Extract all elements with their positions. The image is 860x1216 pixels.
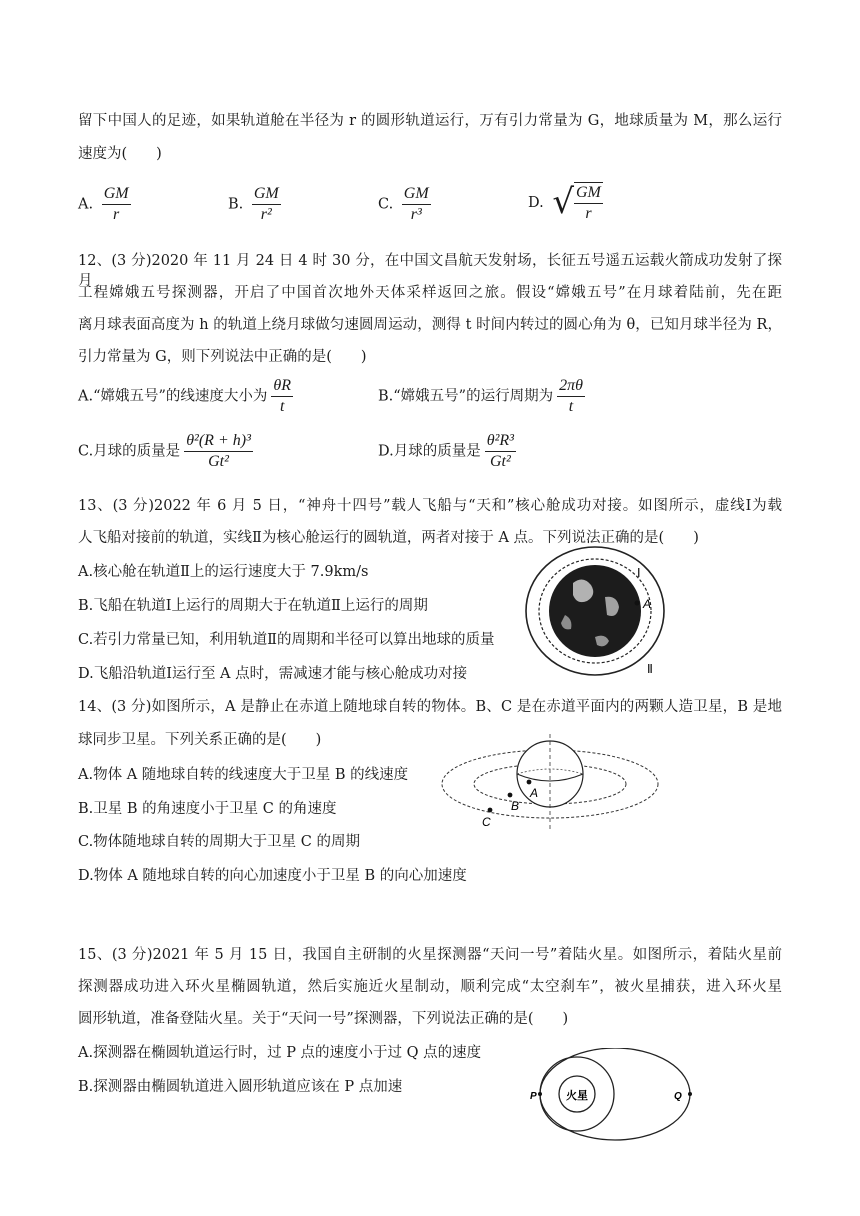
point-a-dot [635, 601, 640, 606]
q15-option-a[interactable]: A.探测器在椭圆轨道运行时，过 P 点的速度小于过 Q 点的速度 [78, 1045, 482, 1061]
fraction: $\frac{2\pi\theta}{t}$ [559, 377, 583, 415]
fraction: $\frac{GM}{r}$ [103, 185, 129, 223]
q11-line-2: 速度为( ) [78, 146, 162, 162]
q12-line-2: 工程嫦娥五号探测器，开启了中国首次地外天体采样返回之旅。假设“嫦娥五号”在月球着陆前，先在距 [78, 285, 782, 301]
mars-label: 火星 [566, 1090, 588, 1102]
square-root: √ $\frac{GM}{r}$ [552, 182, 601, 222]
fraction: $\frac{\theta R}{t}$ [273, 377, 292, 415]
fraction: $\frac{\text{θ²(R + h)³}}{\text{Gt²}}$ [186, 432, 251, 470]
fraction: $\frac{GM}{\text{r²}}$ [253, 185, 279, 223]
orbit-2-label: Ⅱ [647, 662, 653, 676]
point-q-dot [688, 1092, 692, 1096]
q11-option-a[interactable]: A. $\frac{GM}{r}$ [78, 185, 129, 223]
q14-line-1: 14、(3 分)如图所示，A 是静止在赤道上随地球自转的物体。B、C 是在赤道平面内的两颗人造卫星，B 是地 [78, 699, 782, 715]
fraction: $\frac{\text{θ²R³}}{\text{Gt²}}$ [486, 432, 514, 470]
point-c-dot [488, 808, 493, 813]
q14-option-d[interactable]: D.物体 A 随地球自转的向心加速度小于卫星 B 的向心加速度 [78, 868, 467, 884]
q15-line-2: 探测器成功进入环火星椭圆轨道，然后实施近火星制动，顺利完成“太空刹车”，被火星捕获，进入环火星 [78, 979, 782, 995]
q11-line-1: 留下中国人的足迹，如果轨道舱在半径为 r 的圆形轨道运行，万有引力常量为 G，地球质量为 M，那么运行 [78, 113, 782, 129]
q15-line-1: 15、(3 分)2021 年 5 月 15 日，我国自主研制的火星探测器“天问一号”着陆火星。如图所示，着陆火星前 [78, 947, 782, 963]
orbit-1-label: Ⅰ [637, 566, 641, 580]
q11-option-c[interactable]: C. $\frac{GM}{\text{r³}}$ [378, 185, 429, 223]
q12-option-a[interactable]: A.“嫦娥五号”的线速度大小为 $\frac{\theta R}{t}$ [78, 377, 292, 415]
point-p-label: P [530, 1091, 537, 1102]
q15-option-b[interactable]: B.探测器由椭圆轨道进入圆形轨道应该在 P 点加速 [78, 1079, 403, 1095]
q11-option-b[interactable]: B. $\frac{GM}{\text{r²}}$ [228, 185, 279, 223]
q13-orbit-figure [525, 545, 677, 681]
q13-option-c[interactable]: C.若引力常量已知，利用轨道Ⅱ的周期和半径可以算出地球的质量 [78, 632, 495, 648]
q15-line-3: 圆形轨道，准备登陆火星。关于“天问一号”探测器，下列说法正确的是( ) [78, 1011, 569, 1027]
point-p-dot [538, 1092, 542, 1096]
q14-option-a[interactable]: A.物体 A 随地球自转的线速度大于卫星 B 的线速度 [78, 767, 409, 783]
q12-option-d[interactable]: D.月球的质量是 $\frac{\text{θ²R³}}{\text{Gt²}}$ [378, 432, 514, 470]
q13-option-a[interactable]: A.核心舱在轨道Ⅱ上的运行速度大于 7.9km/s [78, 564, 369, 580]
q14-line-2: 球同步卫星。下列关系正确的是( ) [78, 732, 322, 748]
point-a-dot [527, 780, 532, 785]
q13-option-d[interactable]: D.飞船沿轨道Ⅰ运行至 A 点时，需减速才能与核心舱成功对接 [78, 666, 468, 682]
q13-line-2: 人飞船对接前的轨道，实线Ⅱ为核心舱运行的圆轨道，两者对接于 A 点。下列说法正确的是( ) [78, 530, 699, 546]
q14-option-c[interactable]: C.物体随地球自转的周期大于卫星 C 的周期 [78, 834, 360, 850]
q14-option-b[interactable]: B.卫星 B 的角速度小于卫星 C 的角速度 [78, 801, 337, 817]
point-a-label: A [643, 597, 652, 611]
q13-line-1: 13、(3 分)2022 年 6 月 5 日，“神舟十四号”载人飞船与“天和”核心舱成功对接。如图所示，虚线Ⅰ为载 [78, 498, 782, 514]
q12-line-1: 12、(3 分)2020 年 11 月 24 日 4 时 30 分，在中国文昌航天发射场，长征五号遥五运载火箭成功发射了探月 [78, 253, 782, 289]
earth-icon [549, 565, 641, 657]
q11-option-d[interactable]: D. √ $\frac{GM}{r}$ [528, 182, 601, 222]
point-b-label: B [511, 799, 520, 813]
point-b-dot [508, 793, 513, 798]
q13-option-b[interactable]: B.飞船在轨道Ⅰ上运行的周期大于在轨道Ⅱ上运行的周期 [78, 598, 428, 614]
q15-orbit-figure [525, 1048, 695, 1144]
q12-option-b[interactable]: B.“嫦娥五号”的运行周期为 $\frac{2\pi\theta}{t}$ [378, 377, 583, 415]
point-a-label: A [530, 786, 539, 800]
point-q-label: Q [674, 1091, 682, 1102]
fraction: $\frac{GM}{\text{r³}}$ [403, 185, 429, 223]
q12-option-c[interactable]: C.月球的质量是 $\frac{\text{θ²(R + h)³}}{\text{Gt²}}$ [78, 432, 251, 470]
q12-line-3: 离月球表面高度为 h 的轨道上绕月球做匀速圆周运动，测得 t 时间内转过的圆心角为 θ，已知月球半径为 R， [78, 317, 782, 333]
point-c-label: C [482, 815, 491, 829]
q12-line-4: 引力常量为 G，则下列说法中正确的是( ) [78, 349, 367, 365]
q14-orbit-figure [440, 730, 670, 835]
